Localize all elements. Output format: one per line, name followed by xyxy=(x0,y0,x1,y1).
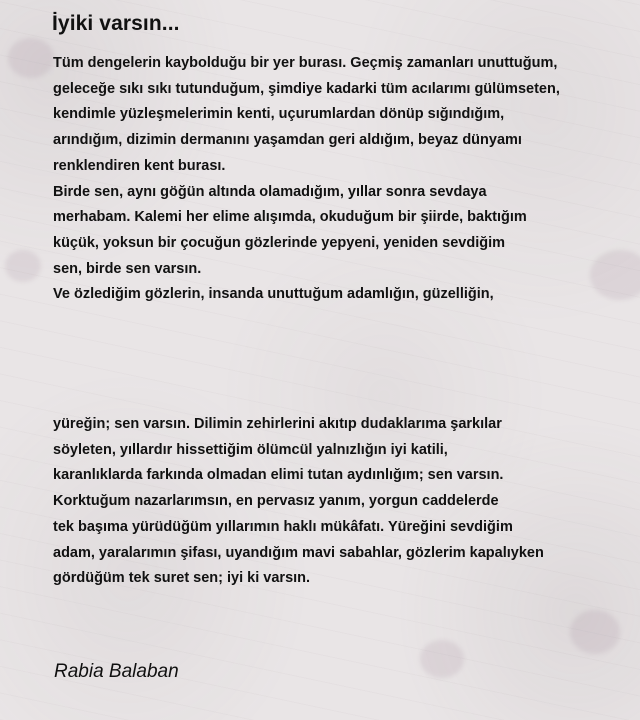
poem-line: söyleten, yıllardır hissettiğim ölümcül yalnızlığın iyi katili, xyxy=(53,441,448,458)
poem-title: İyiki varsın... xyxy=(52,12,180,35)
poem-line: Ve özlediğim gözlerin, insanda unuttuğum adamlığın, güzelliğin, xyxy=(53,286,494,303)
poem-line: kendimle yüzleşmelerimin kenti, uçurumlardan dönüp sığındığım, xyxy=(53,106,505,123)
poem-line: sen, birde sen varsın. xyxy=(53,260,202,277)
poem-line: Tüm dengelerin kaybolduğu bir yer burası. Geçmiş zamanları unuttuğum, xyxy=(53,55,558,71)
poem-line: merhabam. Kalemi her elime alışımda, okuduğum bir şiirde, baktığım xyxy=(53,209,527,226)
poem-line: renklendiren kent burası. xyxy=(53,157,226,174)
poem-line: geleceğe sıkı sıkı tutunduğum, şimdiye kadarki tüm acılarımı gülümseten, xyxy=(53,80,560,97)
ink-blot xyxy=(420,640,464,678)
poem-line: adam, yaralarımın şifası, uyandığım mavi sabahlar, gözlerim kapalıyken xyxy=(53,544,544,561)
poem-author: Rabia Balaban xyxy=(54,661,179,682)
poem-line: tek başıma yürüdüğüm yıllarımın haklı mükâfatı. Yüreğini sevdiğim xyxy=(53,518,513,535)
poem-line: karanlıklarda farkında olmadan elimi tutan aydınlığım; sen varsın. xyxy=(53,467,504,484)
ink-blot xyxy=(8,38,54,78)
poem-stanza-1 xyxy=(53,51,560,308)
ink-blot xyxy=(590,250,640,300)
poem-line: yüreğin; sen varsın. Dilimin zehirlerini akıtıp dudaklarıma şarkılar xyxy=(53,416,502,432)
poem-stanza-2 xyxy=(53,412,544,592)
ink-blot xyxy=(570,610,620,654)
poem-line: Birde sen, aynı göğün altında olamadığım, yıllar sonra sevdaya xyxy=(53,183,487,200)
poem-line: gördüğüm tek suret sen; iyi ki varsın. xyxy=(53,570,311,587)
poem-line: arındığım, dizimin dermanını yaşamdan geri aldığım, beyaz dünyamı xyxy=(53,132,522,149)
poem-line: küçük, yoksun bir çocuğun gözlerinde yepyeni, yeniden sevdiğim xyxy=(53,234,506,251)
ink-blot xyxy=(5,250,41,282)
poem-line: Korktuğum nazarlarımsın, en pervasız yanım, yorgun caddelerde xyxy=(53,493,499,510)
